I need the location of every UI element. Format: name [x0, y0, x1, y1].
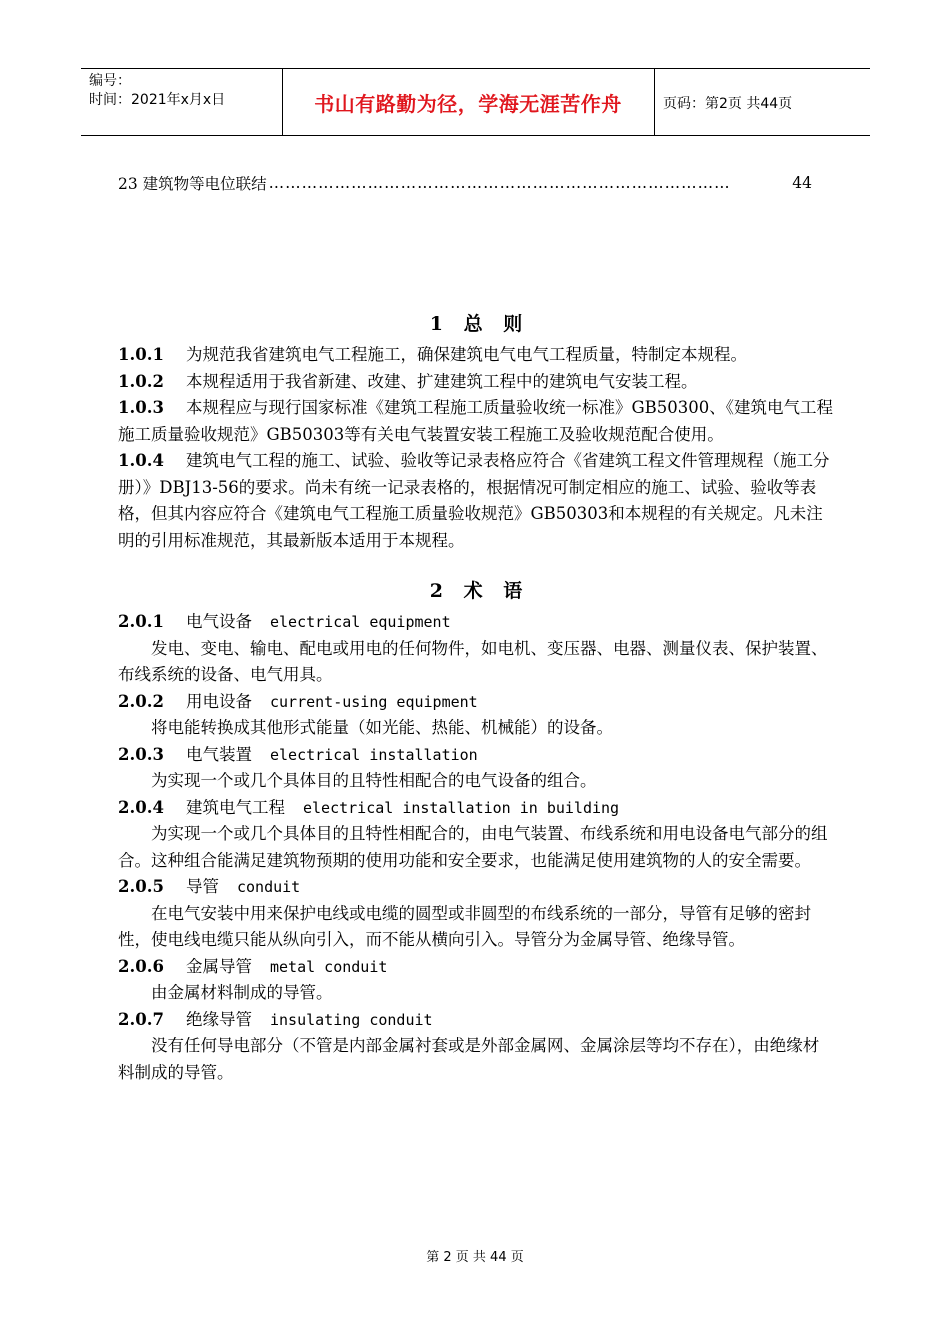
term-number: 2.0.1 — [118, 612, 164, 631]
term-number: 2.0.4 — [118, 797, 164, 817]
term-number: 2.0.5 — [118, 877, 164, 896]
term-heading — [118, 954, 834, 981]
page-header — [81, 68, 870, 136]
term-definition: 为实现一个或几个具体目的且特性相配合的，由电气装置、布线系统和用电设备电气部分的组合。这种组合能满足建筑物预期的使用功能和安全要求，也能满足使用建筑物的人的安全需要。 — [118, 824, 828, 870]
chapter-1-title: 1 总 则 — [429, 313, 523, 335]
clause-text: 本规程应与现行国家标准《建筑工程施工质量验收统一标准》GB50300、《建筑电气工程施工质量验收规范》GB50303等有关电气装置安装工程施工及验收规范配合使用。 — [118, 398, 834, 444]
header-motto: 书山有路勤为径，学海无涯苦作舟 — [314, 91, 622, 116]
term-cn: 金属导管 — [186, 956, 252, 976]
clause-text: 为规范我省建筑电气工程施工，确保建筑电气电气工程质量，特制定本规程。 — [186, 345, 747, 364]
term-en: current-using equipment — [270, 692, 478, 711]
term-number: 2.0.6 — [118, 956, 164, 976]
term-number: 2.0.3 — [118, 744, 164, 764]
term-en: metal conduit — [270, 957, 388, 976]
term-heading — [118, 1007, 834, 1034]
term-heading — [118, 742, 834, 769]
term-definition: 发电、变电、输电、配电或用电的任何物件，如电机、变压器、电器、测量仪表、保护装置、布线系统的设备、电气用具。 — [118, 638, 828, 684]
clause-number: 1.0.1 — [118, 345, 164, 364]
term-en: electrical equipment — [270, 613, 451, 631]
term-definition: 为实现一个或几个具体目的且特性相配合的电气设备的组合。 — [151, 771, 597, 790]
toc-entry[interactable] — [118, 172, 812, 194]
term-number: 2.0.7 — [118, 1009, 164, 1029]
page-footer: 第 2 页 共 44 页 — [426, 1250, 524, 1265]
term-heading — [118, 874, 834, 901]
header-divider — [654, 69, 655, 135]
clause — [118, 448, 834, 554]
term-cn: 电气装置 — [186, 744, 252, 764]
clause — [118, 342, 834, 369]
term-cn: 绝缘导管 — [186, 1009, 252, 1029]
term-en: insulating conduit — [270, 1010, 433, 1029]
term-cn: 导管 — [186, 877, 219, 896]
document-date: 时间：2021年x月x日 — [89, 92, 226, 108]
term-en: electrical installation in building — [303, 798, 620, 817]
term-heading — [118, 609, 834, 636]
term-definition: 没有任何导电部分（不管是内部金属衬套或是外部金属网、金属涂层等均不存在），由绝缘材料制成的导管。 — [118, 1036, 820, 1082]
term-definition: 在电气安装中用来保护电线或电缆的圆型或非圆型的布线系统的一部分，导管有足够的密封性，使电线电缆只能从纵向引入，而不能从横向引入。导管分为金属导管、绝缘导管。 — [118, 903, 811, 949]
clause — [118, 369, 834, 396]
header-meta — [89, 72, 225, 110]
term-cn: 建筑电气工程 — [186, 797, 285, 817]
header-page-info: 页码：第2页 共44页 — [663, 96, 793, 112]
term-cn: 电气设备 — [186, 612, 252, 631]
term-cn: 用电设备 — [186, 691, 252, 711]
term-en: electrical installation — [270, 745, 478, 764]
clause-text: 建筑电气工程的施工、试验、验收等记录表格应符合《省建筑工程文件管理规程（施工分册）》DBJ13-56的要求。尚未有统一记录表格的，根据情况可制定相应的施工、试验、验收等表格，但其内容应符合《建筑电气工程施工质量验收规范》GB50303和本规程的有关规定。凡未注明的引用标准规范，其最新版本适用于本规程。 — [118, 451, 830, 550]
term-heading — [118, 689, 834, 716]
term-definition: 将电能转换成其他形式能量（如光能、热能、机械能）的设备。 — [151, 718, 613, 737]
toc-entry-page: 44 — [792, 174, 812, 192]
document-number: 编号： — [89, 73, 131, 89]
term-definition: 由金属材料制成的导管。 — [151, 983, 333, 1002]
toc-leader-dots: ………………………………………………………………………… — [268, 174, 731, 192]
chapter-2-title: 2 术 语 — [429, 580, 523, 602]
term-en: conduit — [237, 878, 301, 896]
term-heading — [118, 795, 834, 822]
clause — [118, 395, 834, 448]
clause-number: 1.0.4 — [118, 451, 164, 470]
toc-entry-title: 23 建筑物等电位联结 — [118, 175, 267, 193]
clause-number: 1.0.2 — [118, 371, 164, 391]
clause-text: 本规程适用于我省新建、改建、扩建建筑工程中的建筑电气安装工程。 — [186, 371, 698, 391]
document-body — [118, 308, 834, 1086]
clause-number: 1.0.3 — [118, 398, 164, 417]
term-number: 2.0.2 — [118, 691, 164, 711]
